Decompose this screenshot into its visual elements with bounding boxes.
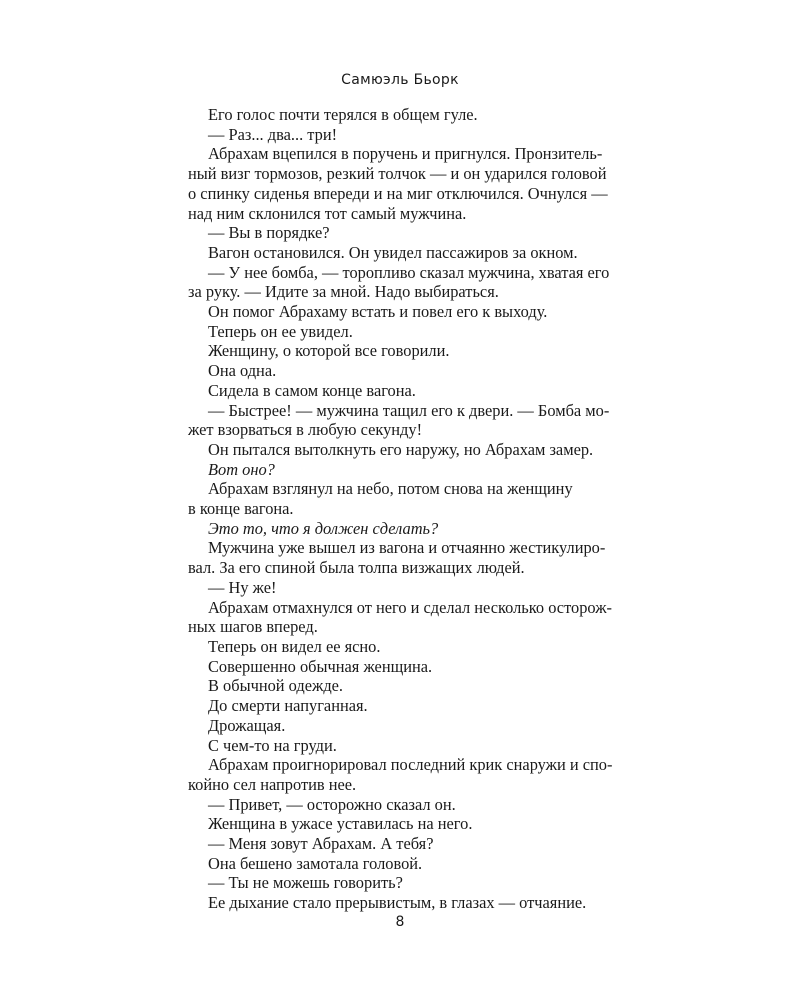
- text-line: Теперь он видел ее ясно.: [208, 636, 381, 656]
- text-line: жет взорваться в любую секунду!: [188, 420, 423, 440]
- text-line: Вагон остановился. Он увидел пассажиров за окном.: [208, 242, 578, 262]
- text-line: Дрожащая.: [208, 715, 286, 735]
- text-line: — Ну же!: [208, 577, 277, 597]
- page-number: 8: [395, 914, 405, 930]
- text-line: — Привет, — осторожно сказал он.: [208, 794, 456, 814]
- text-line: Абрахам отмахнулся от него и сделал несколько осторож-: [208, 597, 612, 617]
- text-line: — Вы в порядке?: [208, 223, 330, 243]
- text-line: койно сел напротив нее.: [188, 774, 357, 794]
- text-line: над ним склонился тот самый мужчина.: [188, 203, 467, 223]
- text-line: До смерти напуганная.: [208, 696, 368, 716]
- text-line: Сидела в самом конце вагона.: [208, 380, 416, 400]
- running-header-author: Самюэль Бьорк: [341, 72, 459, 88]
- text-line: Женщину, о которой все говорили.: [208, 341, 450, 361]
- text-line: Теперь он ее увидел.: [208, 321, 353, 341]
- text-line: Абрахам проигнорировал последний крик снаружи и спо-: [208, 755, 613, 775]
- text-line: Его голос почти терялся в общем гуле.: [208, 105, 478, 124]
- text-line: вал. За его спиной была толпа визжащих людей.: [188, 558, 525, 578]
- text-line: Он помог Абрахаму встать и повел его к выходу.: [208, 302, 548, 322]
- text-line: Она бешено замотала головой.: [208, 853, 423, 873]
- text-line: в конце вагона.: [188, 499, 294, 519]
- text-line: — У нее бомба, — торопливо сказал мужчина, хватая его: [208, 262, 610, 282]
- text-line: ных шагов вперед.: [188, 617, 318, 637]
- text-line: Она одна.: [208, 361, 277, 381]
- text-line: — Меня зовут Абрахам. А тебя?: [208, 834, 434, 854]
- text-line: Ее дыхание стало прерывистым, в глазах — отчаяние.: [208, 893, 587, 913]
- text-line-italic: Вот оно?: [208, 459, 275, 479]
- text-line: — Раз... два... три!: [208, 124, 338, 144]
- text-line: В обычной одежде.: [208, 676, 344, 696]
- text-line: Он пытался вытолкнуть его наружу, но Абрахам замер.: [208, 439, 594, 459]
- text-line: Женщина в ужасе уставилась на него.: [208, 814, 473, 834]
- text-line: за руку. — Идите за мной. Надо выбираться.: [188, 282, 499, 302]
- text-line-italic: Это то, что я должен сделать?: [208, 518, 439, 538]
- text-line: — Быстрее! — мужчина тащил его к двери. — Бомба мо-: [208, 400, 610, 420]
- text-line: Абрахам взглянул на небо, потом снова на женщину: [208, 479, 573, 499]
- text-line: — Ты не можешь говорить?: [208, 873, 403, 893]
- text-line: ный визг тормозов, резкий толчок — и он ударился головой: [188, 164, 607, 184]
- text-line: С чем-то на груди.: [208, 735, 337, 755]
- body-text: [188, 105, 632, 913]
- text-line: о спинку сиденья впереди и на миг отключился. Очнулся —: [188, 183, 608, 203]
- text-line: Совершенно обычная женщина.: [208, 656, 433, 676]
- text-line: Мужчина уже вышел из вагона и отчаянно жестикулиро-: [208, 538, 606, 558]
- text-line: Абрахам вцепился в поручень и пригнулся. Пронзитель-: [208, 144, 603, 164]
